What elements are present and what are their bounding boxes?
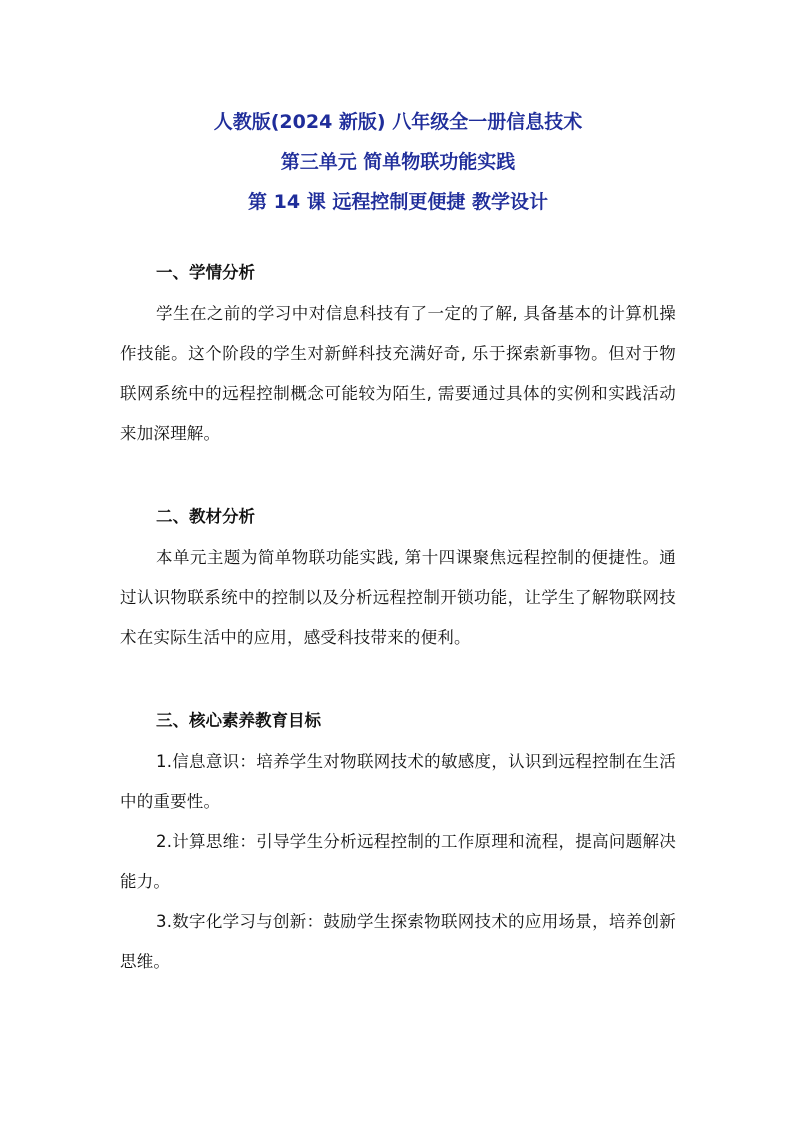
section-heading: 三、核心素养教育目标 <box>156 711 321 730</box>
title-textbook: 人教版(2024 新版) 八年级全一册信息技术 <box>213 111 583 133</box>
title-unit: 第三单元 简单物联功能实践 <box>280 151 516 173</box>
title-block <box>120 102 676 222</box>
section-textbook-analysis <box>120 496 676 658</box>
goal-item: 2.计算思维：引导学生分析远程控制的工作原理和流程，提高问题解决能力。 <box>120 832 676 891</box>
paragraph: 本单元主题为简单物联功能实践, 第十四课聚焦远程控制的便捷性。通过认识物联系统中的控制以及分析远程控制开锁功能，让学生了解物联网技术在实际生活中的应用，感受科技带来的便利。 <box>120 548 676 647</box>
goal-item: 3.数字化学习与创新：鼓励学生探索物联网技术的应用场景，培养创新思维。 <box>120 912 676 971</box>
paragraph: 学生在之前的学习中对信息科技有了一定的了解, 具备基本的计算机操作技能。这个阶段的学生对新鲜科技充满好奇, 乐于探索新事物。但对于物联网系统中的远程控制概念可能较为陌生, 需要通过具体的实例和实践活动来加深理解。 <box>120 304 676 443</box>
section-student-analysis <box>120 252 676 454</box>
section-heading: 二、教材分析 <box>156 507 255 526</box>
goal-item: 1.信息意识：培养学生对物联网技术的敏感度，认识到远程控制在生活中的重要性。 <box>120 752 676 811</box>
section-core-goals <box>120 700 676 982</box>
title-lesson: 第 14 课 远程控制更便捷 教学设计 <box>248 191 548 213</box>
section-heading: 一、学情分析 <box>156 263 255 282</box>
